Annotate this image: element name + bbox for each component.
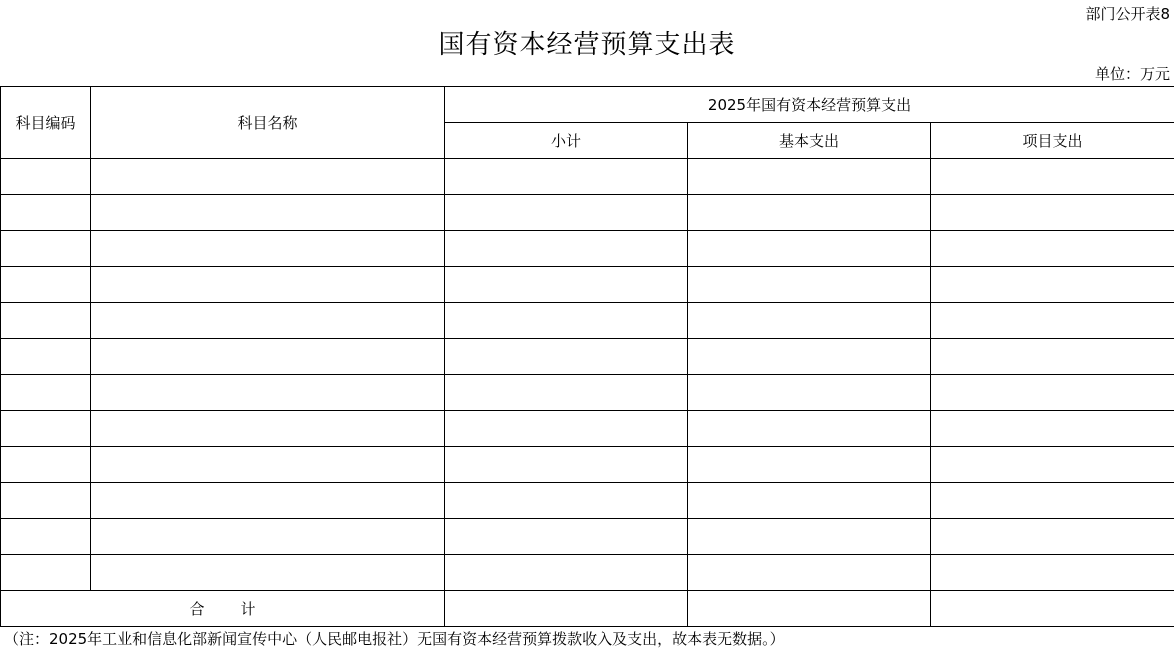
- table-row: [1, 483, 1174, 519]
- total-row: [1, 591, 1174, 627]
- table-cell: [1, 231, 91, 267]
- table-cell: [91, 231, 445, 267]
- unit-label: 单位：万元: [1094, 65, 1170, 83]
- total-label-cell: [1, 591, 445, 627]
- table-cell: [1, 339, 91, 375]
- table-cell: [1, 375, 91, 411]
- table-cell: [1, 447, 91, 483]
- table-row: [1, 231, 1174, 267]
- table-cell: [91, 375, 445, 411]
- table-cell: [931, 447, 1174, 483]
- table-cell: [931, 483, 1174, 519]
- table-row: [1, 519, 1174, 555]
- page-title: 国有资本经营预算支出表: [438, 30, 736, 60]
- table-row: [1, 303, 1174, 339]
- table-cell: [1, 303, 91, 339]
- table-cell: [931, 231, 1174, 267]
- table-cell: [688, 159, 931, 195]
- table-cell: [688, 231, 931, 267]
- table-cell: [1, 159, 91, 195]
- table-cell: [91, 519, 445, 555]
- table-cell: [688, 339, 931, 375]
- table-row: [1, 411, 1174, 447]
- table-cell: [445, 159, 688, 195]
- table-row: [1, 267, 1174, 303]
- total-project-cell: [931, 591, 1174, 627]
- header-project-expenditure: 项目支出: [931, 123, 1174, 159]
- footnote: （注：2025年工业和信息化部新闻宣传中心（人民邮电报社）无国有资本经营预算拨款收入及支出，故本表无数据。）: [4, 630, 785, 648]
- table-cell: [688, 267, 931, 303]
- table-row: [1, 447, 1174, 483]
- table-cell: [688, 447, 931, 483]
- table-cell: [931, 375, 1174, 411]
- header-basic-expenditure: 基本支出: [688, 123, 931, 159]
- table-cell: [931, 303, 1174, 339]
- table-cell: [445, 411, 688, 447]
- table-cell: [688, 303, 931, 339]
- table-body: [1, 159, 1174, 591]
- table-cell: [445, 555, 688, 591]
- table-cell: [688, 483, 931, 519]
- table-cell: [931, 519, 1174, 555]
- table-cell: [91, 411, 445, 447]
- table-cell: [445, 447, 688, 483]
- header-row-1: [1, 87, 1174, 123]
- header-group-expenditure: 2025年国有资本经营预算支出: [445, 87, 1174, 123]
- table-cell: [1, 483, 91, 519]
- table-cell: [91, 483, 445, 519]
- total-subtotal-cell: [445, 591, 688, 627]
- table-cell: [1, 555, 91, 591]
- table-cell: [91, 303, 445, 339]
- total-basic-cell: [688, 591, 931, 627]
- table-cell: [91, 447, 445, 483]
- table-cell: [931, 195, 1174, 231]
- table-cell: [445, 231, 688, 267]
- table-cell: [931, 339, 1174, 375]
- table-cell: [445, 267, 688, 303]
- table-cell: [688, 411, 931, 447]
- table-cell: [688, 519, 931, 555]
- table-cell: [91, 339, 445, 375]
- table-cell: [445, 375, 688, 411]
- table-cell: [688, 555, 931, 591]
- table-cell: [931, 267, 1174, 303]
- table-row: [1, 159, 1174, 195]
- total-label: 合计: [189, 600, 292, 618]
- table-cell: [688, 195, 931, 231]
- table-cell: [91, 555, 445, 591]
- header-subtotal: 小计: [445, 123, 688, 159]
- table-cell: [688, 375, 931, 411]
- table-cell: [91, 195, 445, 231]
- table-cell: [445, 339, 688, 375]
- table-cell: [91, 159, 445, 195]
- form-number: 部门公开表8: [1085, 5, 1170, 23]
- table-cell: [931, 411, 1174, 447]
- table-row: [1, 555, 1174, 591]
- table-row: [1, 195, 1174, 231]
- header-subject-code: 科目编码: [1, 87, 91, 159]
- header-subject-name: 科目名称: [91, 87, 445, 159]
- table-cell: [445, 483, 688, 519]
- table-cell: [931, 159, 1174, 195]
- table-cell: [931, 555, 1174, 591]
- table-cell: [445, 303, 688, 339]
- table-cell: [1, 411, 91, 447]
- table-row: [1, 375, 1174, 411]
- budget-table: [0, 86, 1174, 627]
- table-row: [1, 339, 1174, 375]
- table-cell: [445, 195, 688, 231]
- table-cell: [1, 267, 91, 303]
- table-cell: [1, 519, 91, 555]
- table-cell: [445, 519, 688, 555]
- table-cell: [1, 195, 91, 231]
- table-cell: [91, 267, 445, 303]
